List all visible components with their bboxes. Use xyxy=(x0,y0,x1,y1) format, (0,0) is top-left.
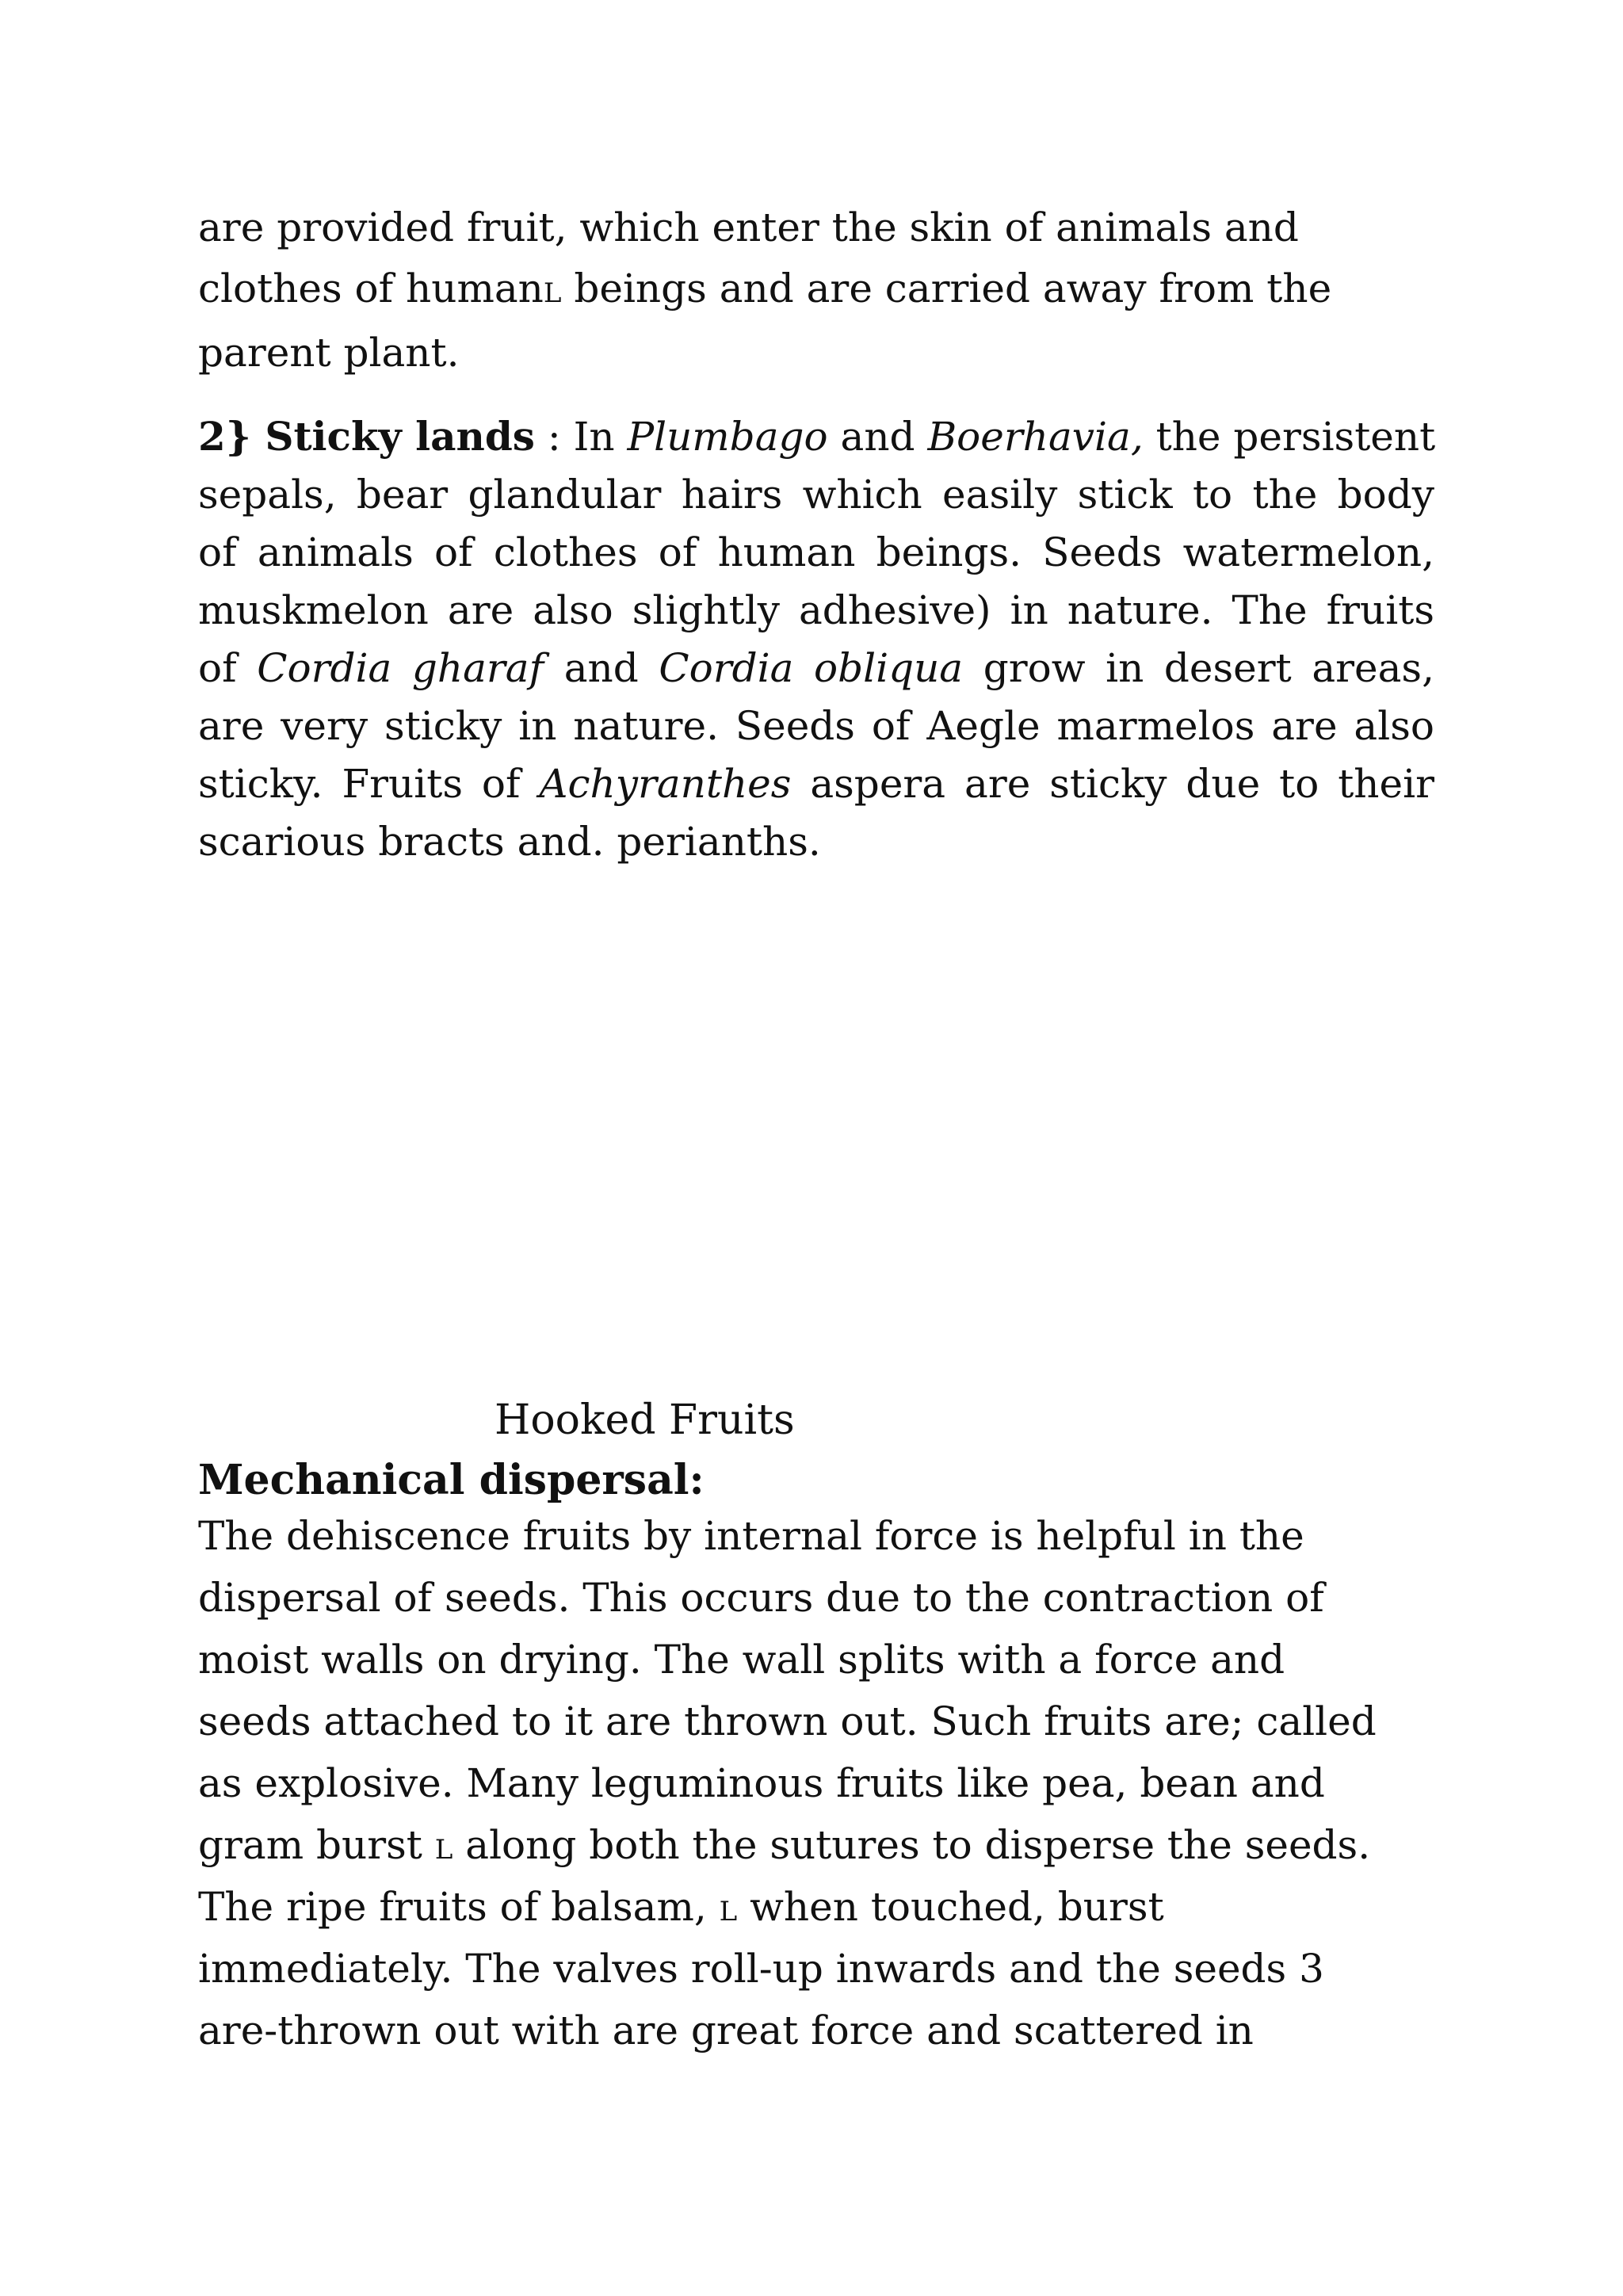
mechanical-line-5: as explosive. Many leguminous fruits like pea, bean and xyxy=(198,1760,1325,1806)
paragraph-1-line-3: parent plant. xyxy=(198,330,460,376)
paragraph-1-line-1: are provided fruit, which enter the skin of animals and xyxy=(198,204,1299,250)
mechanical-line-8: immediately. The valves roll-up inwards and the seeds 3 xyxy=(198,1946,1324,1992)
mechanical-line-7-tail: when touched, burst xyxy=(737,1884,1164,1930)
mechanical-line-6-head: gram burst xyxy=(198,1822,435,1868)
sticky-section-label: 2} Sticky lands xyxy=(198,413,535,460)
mechanical-line-2: dispersal of seeds. This occurs due to the contraction of xyxy=(198,1575,1324,1621)
genus-plumbago: Plumbago xyxy=(627,414,828,460)
genus-boerhavia: Boerhavia, xyxy=(927,414,1144,460)
mechanical-line-3: moist walls on drying. The wall splits with a force and xyxy=(198,1637,1285,1683)
sticky-and-1: and xyxy=(827,414,928,460)
mechanical-line-4: seeds attached to it are thrown out. Such fruits are; called xyxy=(198,1698,1377,1744)
sticky-line-6: are very sticky in nature. Seeds of Aegle marmelos are also xyxy=(198,703,1434,749)
section-heading: Mechanical dispersal: xyxy=(198,1456,705,1504)
sticky-line-8: scarious bracts and. perianths. xyxy=(198,819,821,865)
sticky-line-3: of animals of clothes of human beings. Seeds watermelon, xyxy=(198,529,1434,575)
sticky-line-5-and: and xyxy=(544,645,659,691)
stray-mark: L xyxy=(543,277,562,309)
paragraph-1-line-2 xyxy=(198,266,1332,311)
paragraph-1-line-2-tail: beings and are carried away from the xyxy=(561,266,1332,311)
genus-achyranthes: Achyranthes xyxy=(539,761,792,807)
sticky-line-1 xyxy=(198,413,1436,460)
sticky-line-2: sepals, bear glandular hairs which easily stick to the body xyxy=(198,472,1434,518)
paragraph-1-line-2-text: clothes of human xyxy=(198,266,544,311)
stray-mark: L xyxy=(434,1834,453,1866)
mechanical-line-6 xyxy=(198,1822,1371,1868)
species-cordia-gharaf: Cordia gharaf xyxy=(257,645,544,691)
sticky-line-7-tail: aspera are sticky due to their xyxy=(791,761,1434,807)
sticky-line-7 xyxy=(198,761,1434,807)
stray-mark: L xyxy=(719,1896,738,1927)
sticky-line-4: muskmelon are also slightly adhesive) in nature. The fruits xyxy=(198,587,1434,633)
sticky-colon: : In xyxy=(534,414,628,460)
figure-caption: Hooked Fruits xyxy=(495,1396,795,1444)
species-cordia-obliqua: Cordia obliqua xyxy=(659,645,964,691)
mechanical-line-7 xyxy=(198,1884,1164,1930)
mechanical-line-9: are-thrown out with are great force and scattered in xyxy=(198,2008,1254,2053)
sticky-line-1-tail: the persistent xyxy=(1143,414,1436,460)
mechanical-line-6-tail: along both the sutures to disperse the seeds. xyxy=(453,1822,1371,1868)
sticky-line-5 xyxy=(198,645,1434,691)
mechanical-line-1: The dehiscence fruits by internal force is helpful in the xyxy=(198,1513,1304,1559)
mechanical-line-7-head: The ripe fruits of balsam, xyxy=(198,1884,720,1930)
sticky-line-5-tail: grow in desert areas, xyxy=(963,645,1434,691)
sticky-line-5-head: of xyxy=(198,645,258,691)
sticky-line-7-head: sticky. Fruits of xyxy=(198,761,540,807)
